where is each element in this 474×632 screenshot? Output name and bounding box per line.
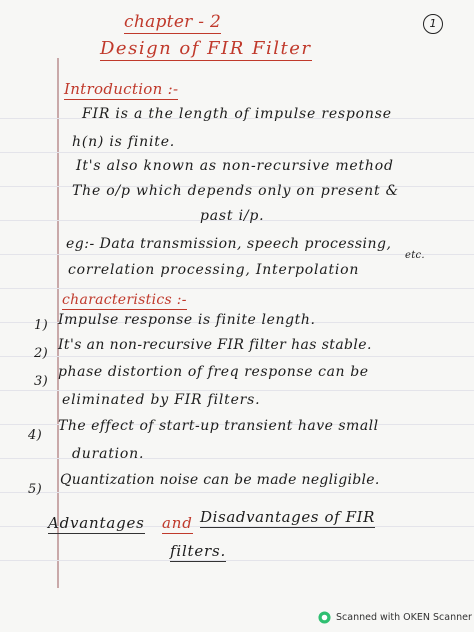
advantages-word: Advantages [48,514,145,532]
scanner-watermark [318,611,472,624]
list-item: Quantization noise can be made negligible. [60,472,380,488]
list-item-number: 4) [28,428,42,443]
example-line-2: correlation processing, Interpolation [68,262,360,278]
disadvantages-word: Disadvantages of FIR [200,508,376,526]
scanner-watermark-text: Scanned with OKEN Scanner [336,612,472,623]
intro-line-5: past i/p. [200,208,265,224]
oken-logo-icon [318,611,331,624]
list-item: The effect of start-up transient have small [58,418,379,434]
intro-line-4: The o/p which depends only on present & [72,183,399,199]
ruled-line [0,560,474,561]
list-item-continued: eliminated by FIR filters. [62,392,261,408]
example-line-1: eg:- Data transmission, speech processing, [66,236,392,252]
filters-word: filters. [170,542,227,560]
intro-line-1: FIR is a the length of impulse response [82,106,392,122]
intro-line-2: h(n) is finite. [72,134,176,150]
list-item: It's an non-recursive FIR filter has stable. [58,337,372,353]
ruled-line [0,288,474,289]
intro-line-3: It's also known as non-recursive method [76,158,394,174]
introduction-heading: Introduction :- [64,80,179,98]
ruled-line [0,390,474,391]
chapter-heading: chapter - 2 [124,12,222,32]
list-item: phase distortion of freq response can be [58,364,369,380]
list-item-continued: duration. [72,446,145,462]
ruled-line [0,152,474,153]
ruled-line [0,254,474,255]
and-word: and [162,514,193,532]
list-item: Impulse response is finite length. [58,312,316,328]
list-item-number: 3) [34,374,48,389]
page-number: 1 [423,14,443,34]
list-item-number: 1) [34,318,48,333]
list-item-number: 5) [28,482,42,497]
example-etc: etc. [405,250,425,261]
ruled-line [0,356,474,357]
page-title: Design of FIR Filter [100,38,312,59]
list-item-number: 2) [34,346,48,361]
ruled-line [0,492,474,493]
characteristics-heading: characteristics :- [62,292,187,308]
